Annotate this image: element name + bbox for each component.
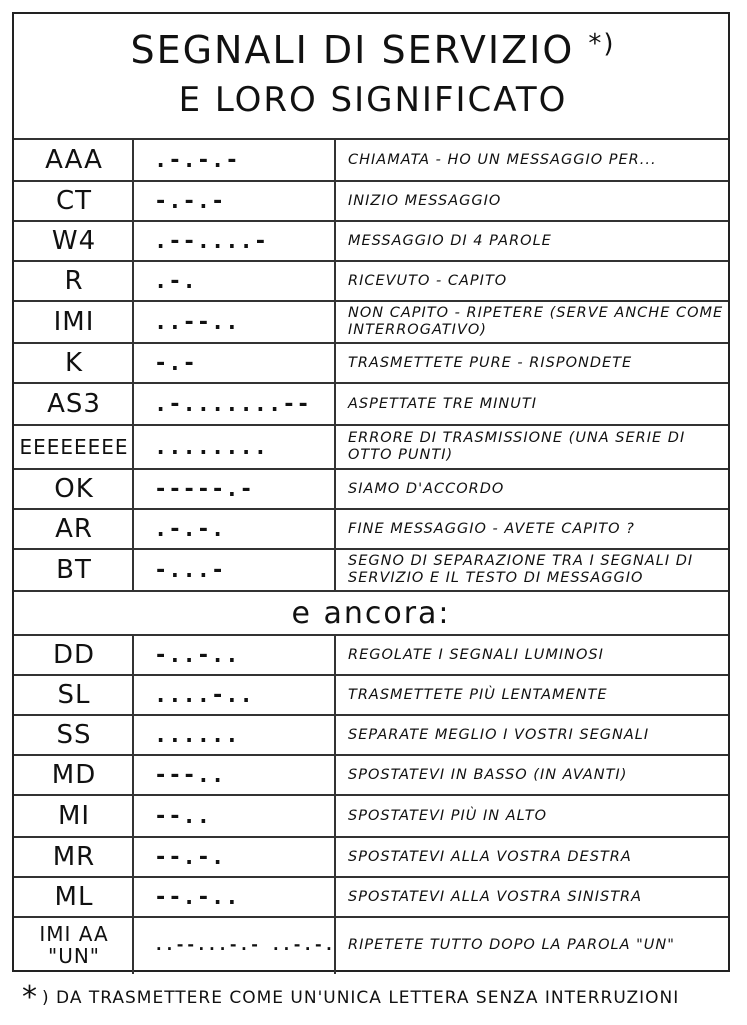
morse-code: ........	[154, 434, 268, 460]
table-row	[14, 674, 728, 714]
morse-code: --..	[154, 803, 211, 829]
signal-meaning: FINE MESSAGGIO - AVETE CAPITO ?	[348, 520, 635, 537]
signal-meaning: SPOSTATEVI PIÙ IN ALTO	[348, 807, 548, 824]
morse-code: -----.-	[154, 476, 254, 502]
table-row	[14, 916, 728, 972]
table-row	[14, 424, 728, 468]
service-signals-sheet	[12, 12, 730, 972]
signal-meaning: SPOSTATEVI ALLA VOSTRA SINISTRA	[348, 888, 643, 905]
signal-code: R	[64, 266, 84, 296]
signal-meaning: CHIAMATA - HO UN MESSAGGIO PER...	[348, 151, 657, 168]
morse-code: ....-..	[154, 682, 254, 708]
signal-code: AR	[55, 514, 93, 544]
signal-code: MI	[57, 801, 91, 831]
signal-meaning: TRASMETTETE PURE - RISPONDETE	[348, 354, 633, 371]
table-row	[14, 342, 728, 382]
morse-code: -...-	[154, 557, 226, 583]
signal-code: DD	[52, 640, 96, 670]
signal-code: AAA	[45, 145, 103, 175]
table-row	[14, 180, 728, 220]
morse-code: .-.	[154, 268, 197, 294]
signal-code: AS3	[47, 389, 101, 419]
page-title	[14, 28, 732, 72]
signal-code: EEEEEEEE	[19, 435, 129, 459]
table-row	[14, 836, 728, 876]
morse-code: .-.-.	[154, 516, 226, 542]
asterisk-icon: *	[22, 980, 38, 1015]
morse-code: .-.-.-	[154, 147, 240, 173]
morse-code: .-.......--	[154, 391, 311, 417]
morse-code: --.-.	[154, 844, 226, 870]
morse-code: -.-.-	[154, 188, 226, 214]
signal-code: SL	[57, 680, 91, 710]
table-row	[14, 634, 728, 674]
morse-code: -.-	[154, 350, 197, 376]
signal-meaning: SEGNO DI SEPARAZIONE TRA I SEGNALI DI SERVIZIO E IL TESTO DI MESSAGGIO	[348, 553, 694, 586]
signal-meaning: TRASMETTETE PIÙ LENTAMENTE	[348, 686, 608, 703]
signal-code: MD	[51, 760, 97, 790]
table-row	[14, 260, 728, 300]
table-row	[14, 794, 728, 836]
table-row	[14, 138, 728, 180]
table-row	[14, 300, 728, 342]
signal-code: ML	[54, 882, 94, 912]
signal-code: IMI AA "UN"	[39, 922, 109, 968]
page-subtitle: E LORO SIGNIFICATO	[178, 80, 568, 120]
signal-code: SS	[56, 720, 92, 750]
signal-code: MR	[52, 842, 96, 872]
morse-code: ..--..	[154, 309, 240, 335]
morse-code: ......	[154, 722, 240, 748]
morse-code: .--....-	[154, 228, 268, 254]
table-row	[14, 508, 728, 548]
signal-meaning: RIPETETE TUTTO DOPO LA PAROLA "UN"	[348, 936, 675, 953]
signal-meaning: MESSAGGIO DI 4 PAROLE	[348, 232, 552, 249]
table-row	[14, 754, 728, 794]
title-text: SEGNALI DI SERVIZIO	[130, 28, 575, 72]
signal-meaning: SEPARATE MEGLIO I VOSTRI SEGNALI	[348, 726, 650, 743]
signal-meaning: REGOLATE I SEGNALI LUMINOSI	[348, 646, 604, 663]
signal-code: OK	[54, 474, 94, 504]
signal-code: K	[64, 348, 84, 378]
signal-code: IMI	[53, 307, 95, 337]
table-row	[14, 876, 728, 916]
morse-code: -..-..	[154, 642, 240, 668]
morse-code: --.-..	[154, 884, 240, 910]
signal-meaning: RICEVUTO - CAPITO	[348, 272, 508, 289]
signal-meaning: ASPETTATE TRE MINUTI	[348, 395, 537, 412]
signal-code: W4	[51, 226, 97, 256]
section-heading: e ancora:	[14, 590, 728, 634]
morse-code: ..--...-.- ..-.-.	[154, 935, 335, 954]
signal-meaning: SPOSTATEVI ALLA VOSTRA DESTRA	[348, 848, 632, 865]
title-footnote-mark: *)	[588, 29, 616, 59]
signal-code: BT	[56, 555, 92, 585]
signal-code: CT	[55, 186, 93, 216]
signal-meaning: SPOSTATEVI IN BASSO (IN AVANTI)	[348, 766, 628, 783]
table-row	[14, 714, 728, 754]
signal-meaning: SIAMO D'ACCORDO	[348, 480, 505, 497]
table-row	[14, 382, 728, 424]
footnote-text: ) DA TRASMETTERE COME UN'UNICA LETTERA SENZA INTERRUZIONI	[42, 987, 680, 1008]
footnote	[22, 980, 732, 1015]
signal-meaning: NON CAPITO - RIPETERE (SERVE ANCHE COME INTERROGATIVO)	[348, 305, 724, 338]
signal-meaning: ERRORE DI TRASMISSIONE (UNA SERIE DI OTTO PUNTI)	[348, 430, 686, 463]
table-row	[14, 220, 728, 260]
table-row	[14, 548, 728, 590]
table-row	[14, 468, 728, 508]
signal-meaning: INIZIO MESSAGGIO	[348, 192, 502, 209]
morse-code: ---..	[154, 762, 226, 788]
